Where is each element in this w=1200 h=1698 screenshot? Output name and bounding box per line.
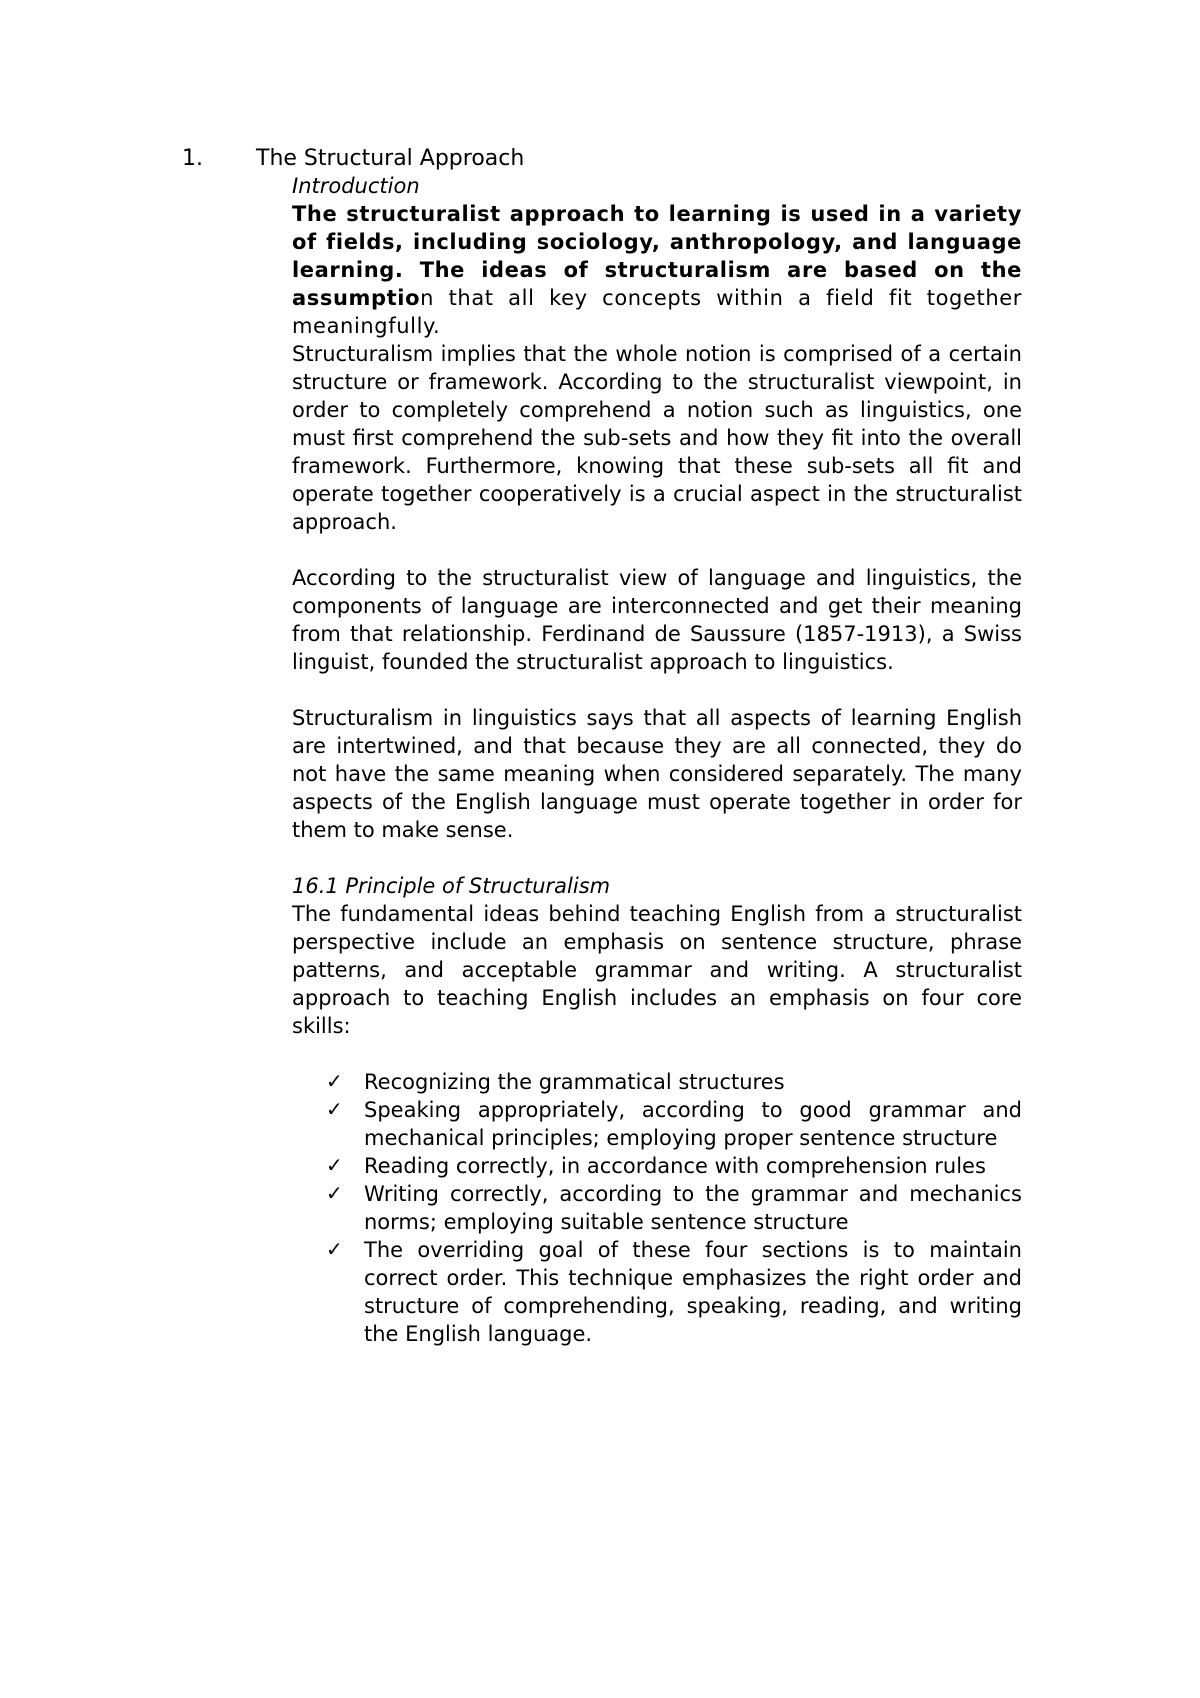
list-item [326,1180,1022,1236]
section-number: 1. [182,146,203,171]
checkmark-icon: ✓ [326,1153,343,1177]
paragraph-gap [292,844,1022,872]
list-item [326,1152,1022,1180]
intro-paragraph-4: Structuralism in linguistics says that all aspects of learning English are intertwined, and that because they are all connected, they do not have the same meaning when considered separately. The many aspects of the English language must operate together in order for them to make sense. [292,706,1022,842]
list-item [326,1236,1022,1348]
checkmark-icon: ✓ [326,1069,343,1093]
section-heading [182,144,1042,174]
paragraph-gap [292,1040,1022,1068]
intro-paragraph-1 [292,200,1022,340]
list-item-text: Recognizing the grammatical structures [364,1070,785,1094]
introduction-heading: Introduction [292,174,420,198]
principle-heading: 16.1 Principle of Structuralism [292,874,611,898]
intro-regular-text: n that all key concepts within a field fit together meaningfully. [292,286,1022,338]
intro-paragraph-2: Structuralism implies that the whole notion is comprised of a certain structure or framework. According to the structuralist viewpoint, in order to completely comprehend a notion such as linguistics, one must first comprehend the sub-sets and how they fit into the overall framework. Furthermore, knowing that these sub-sets all fit and operate together cooperatively is a crucial aspect in the structuralist approach. [292,342,1022,534]
document-body [292,172,1022,1348]
core-skills-list [326,1068,1022,1348]
paragraph-gap [292,676,1022,704]
intro-paragraph-3: According to the structuralist view of language and linguistics, the components of language are interconnected and get their meaning from that relationship. Ferdinand de Saussure (1857-1913), a Swiss linguist, founded the structuralist approach to linguistics. [292,566,1022,674]
checkmark-icon: ✓ [326,1237,343,1261]
intro-bold-text: The structuralist approach to learning is used in a variety of fields, including sociology, anthropology, and language learning. The ideas of structuralism are based on the assumptio [292,202,1022,310]
checkmark-icon: ✓ [326,1181,343,1205]
section-title: The Structural Approach [256,146,525,171]
list-item [326,1068,1022,1096]
list-item-text: Writing correctly, according to the grammar and mechanics norms; employing suitable sentence structure [364,1182,1022,1234]
list-item-text: Reading correctly, in accordance with comprehension rules [364,1154,986,1178]
checkmark-icon: ✓ [326,1097,343,1121]
list-item-text: The overriding goal of these four sections is to maintain correct order. This technique emphasizes the right order and structure of comprehending, speaking, reading, and writing the English language. [364,1238,1022,1346]
list-item [326,1096,1022,1152]
principle-paragraph: The fundamental ideas behind teaching English from a structuralist perspective include an emphasis on sentence structure, phrase patterns, and acceptable grammar and writing. A structuralist approach to teaching English includes an emphasis on four core skills: [292,902,1022,1038]
list-item-text: Speaking appropriately, according to good grammar and mechanical principles; employing proper sentence structure [364,1098,1022,1150]
paragraph-gap [292,536,1022,564]
